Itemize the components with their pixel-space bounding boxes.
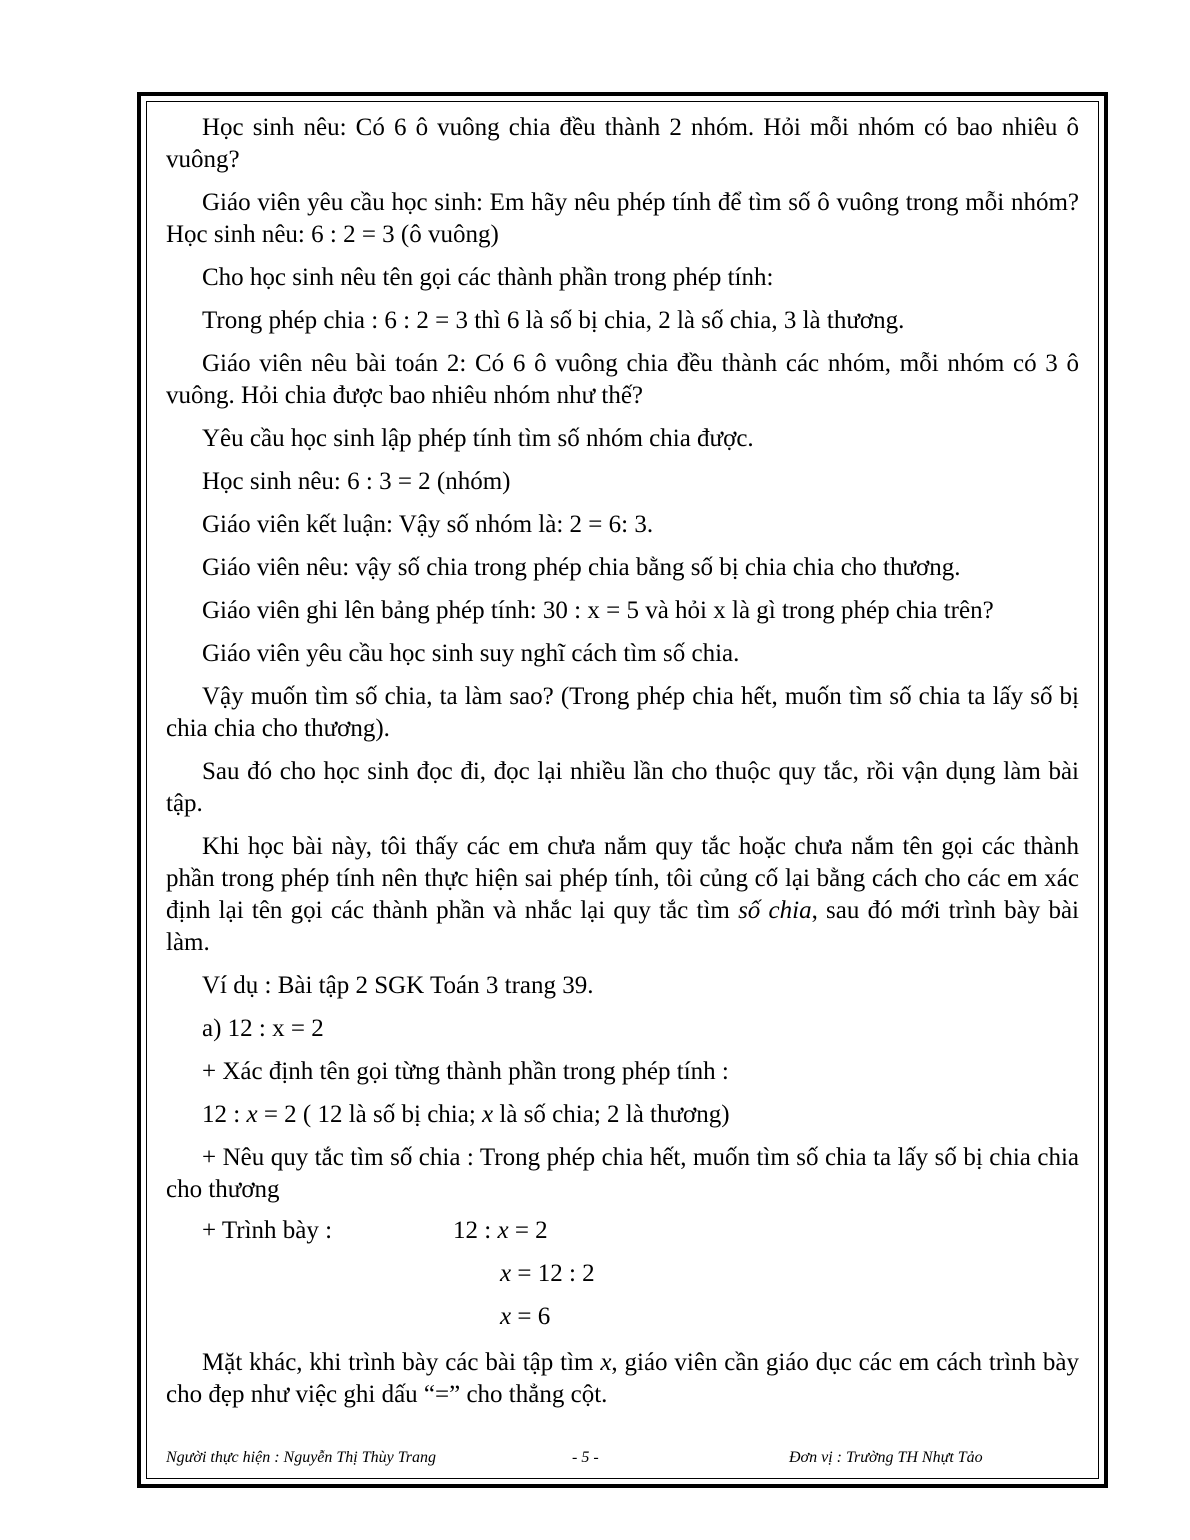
paragraph-13: Sau đó cho học sinh đọc đi, đọc lại nhiều lần cho thuộc quy tắc, rồi vận dụng làm bài tập. xyxy=(166,758,1079,817)
paragraph-10: Giáo viên ghi lên bảng phép tính: 30 : x = 5 và hỏi x là gì trong phép chia trên? xyxy=(202,597,994,624)
solution-line-3 xyxy=(500,1301,550,1333)
paragraph-18 xyxy=(166,1099,1079,1131)
solution-block xyxy=(166,1215,1079,1347)
paragraph-21-text-a: Mặt khác, khi trình bày các bài tập tìm xyxy=(202,1349,601,1376)
solution-line-1-var: x xyxy=(497,1217,509,1244)
paragraph-14-text-a: Khi học bài này, tôi thấy các em chưa nắm quy tắc hoặc chưa nắm tên gọi các thành phần trong phép tính nên thực hiện sai phép tính, tôi củng cố lại bằng cách cho các em xác định lại tên gọi các thành phần và nhắc lại quy tắc tìm xyxy=(166,833,1079,924)
paragraph-21-text-c: , giáo viên cần giáo dục các em cách trình bày cho đẹp như việc ghi dấu “=” cho thẳng cột. xyxy=(166,1349,1079,1408)
paragraph-14 xyxy=(166,831,1079,959)
solution-line-1-a: 12 : xyxy=(453,1217,498,1244)
paragraph-4: Trong phép chia : 6 : 2 = 3 thì 6 là số bị chia, 2 là số chia, 3 là thương. xyxy=(202,307,905,334)
paragraph-8: Giáo viên kết luận: Vậy số nhóm là: 2 = 6: 3. xyxy=(202,511,654,538)
solution-line-2-var: x xyxy=(500,1260,512,1287)
footer-unit: Đơn vị : Trường TH Nhựt Tảo xyxy=(789,1449,983,1466)
paragraph-14-text-c: , sau đó mới trình bày bài làm. xyxy=(166,897,1079,956)
solution-line-3-b: = 6 xyxy=(511,1303,551,1330)
paragraph-16: a) 12 : x = 2 xyxy=(202,1015,324,1042)
solution-label: + Trình bày : xyxy=(202,1217,333,1244)
paragraph-17: + Xác định tên gọi từng thành phần trong phép tính : xyxy=(202,1058,729,1085)
paragraph-21-var: x xyxy=(600,1349,612,1376)
paragraph-18-text-a: 12 : xyxy=(202,1101,247,1128)
paragraph-18-text-c: = 2 ( 12 là số bị chia; xyxy=(257,1101,483,1128)
paragraph-9: Giáo viên nêu: vậy số chia trong phép chia bằng số bị chia chia cho thương. xyxy=(202,554,961,581)
paragraph-18-var-1: x xyxy=(246,1101,258,1128)
footer-page-number: - 5 - xyxy=(572,1449,599,1466)
paragraph-18-var-2: x xyxy=(482,1101,494,1128)
paragraph-1: Học sinh nêu: Có 6 ô vuông chia đều thành 2 nhóm. Hỏi mỗi nhóm có bao nhiêu ô vuông? xyxy=(166,114,1079,173)
paragraph-15: Ví dụ : Bài tập 2 SGK Toán 3 trang 39. xyxy=(202,972,594,999)
paragraph-21 xyxy=(166,1347,1079,1411)
paragraph-7: Học sinh nêu: 6 : 3 = 2 (nhóm) xyxy=(202,468,511,495)
paragraph-6: Yêu cầu học sinh lập phép tính tìm số nhóm chia được. xyxy=(202,425,754,452)
paragraph-3: Cho học sinh nêu tên gọi các thành phần trong phép tính: xyxy=(202,264,774,291)
paragraph-14-emphasis: số chia xyxy=(738,897,812,924)
paragraph-5: Giáo viên nêu bài toán 2: Có 6 ô vuông chia đều thành các nhóm, mỗi nhóm có 3 ô vuông. Hỏi chia được bao nhiêu nhóm như thế? xyxy=(166,350,1079,409)
paragraph-11: Giáo viên yêu cầu học sinh suy nghĩ cách tìm số chia. xyxy=(202,640,740,667)
solution-line-1 xyxy=(453,1215,548,1247)
solution-line-3-var: x xyxy=(500,1303,512,1330)
footer-author: Người thực hiện : Nguyễn Thị Thùy Trang xyxy=(166,1449,436,1466)
paragraph-12: Vậy muốn tìm số chia, ta làm sao? (Trong phép chia hết, muốn tìm số chia ta lấy số bị chia chia cho thương). xyxy=(166,683,1079,742)
solution-line-2-b: = 12 : 2 xyxy=(511,1260,595,1287)
page-footer xyxy=(166,1449,1079,1471)
paragraph-18-text-e: là số chia; 2 là thương) xyxy=(493,1101,730,1128)
solution-line-1-c: = 2 xyxy=(508,1217,548,1244)
paragraph-19: + Nêu quy tắc tìm số chia : Trong phép chia hết, muốn tìm số chia ta lấy số bị chia chia cho thương xyxy=(166,1144,1079,1203)
solution-line-2 xyxy=(500,1258,595,1290)
document-body xyxy=(166,112,1079,1422)
paragraph-2: Giáo viên yêu cầu học sinh: Em hãy nêu phép tính để tìm số ô vuông trong mỗi nhóm? Học sinh nêu: 6 : 2 = 3 (ô vuông) xyxy=(166,189,1079,248)
